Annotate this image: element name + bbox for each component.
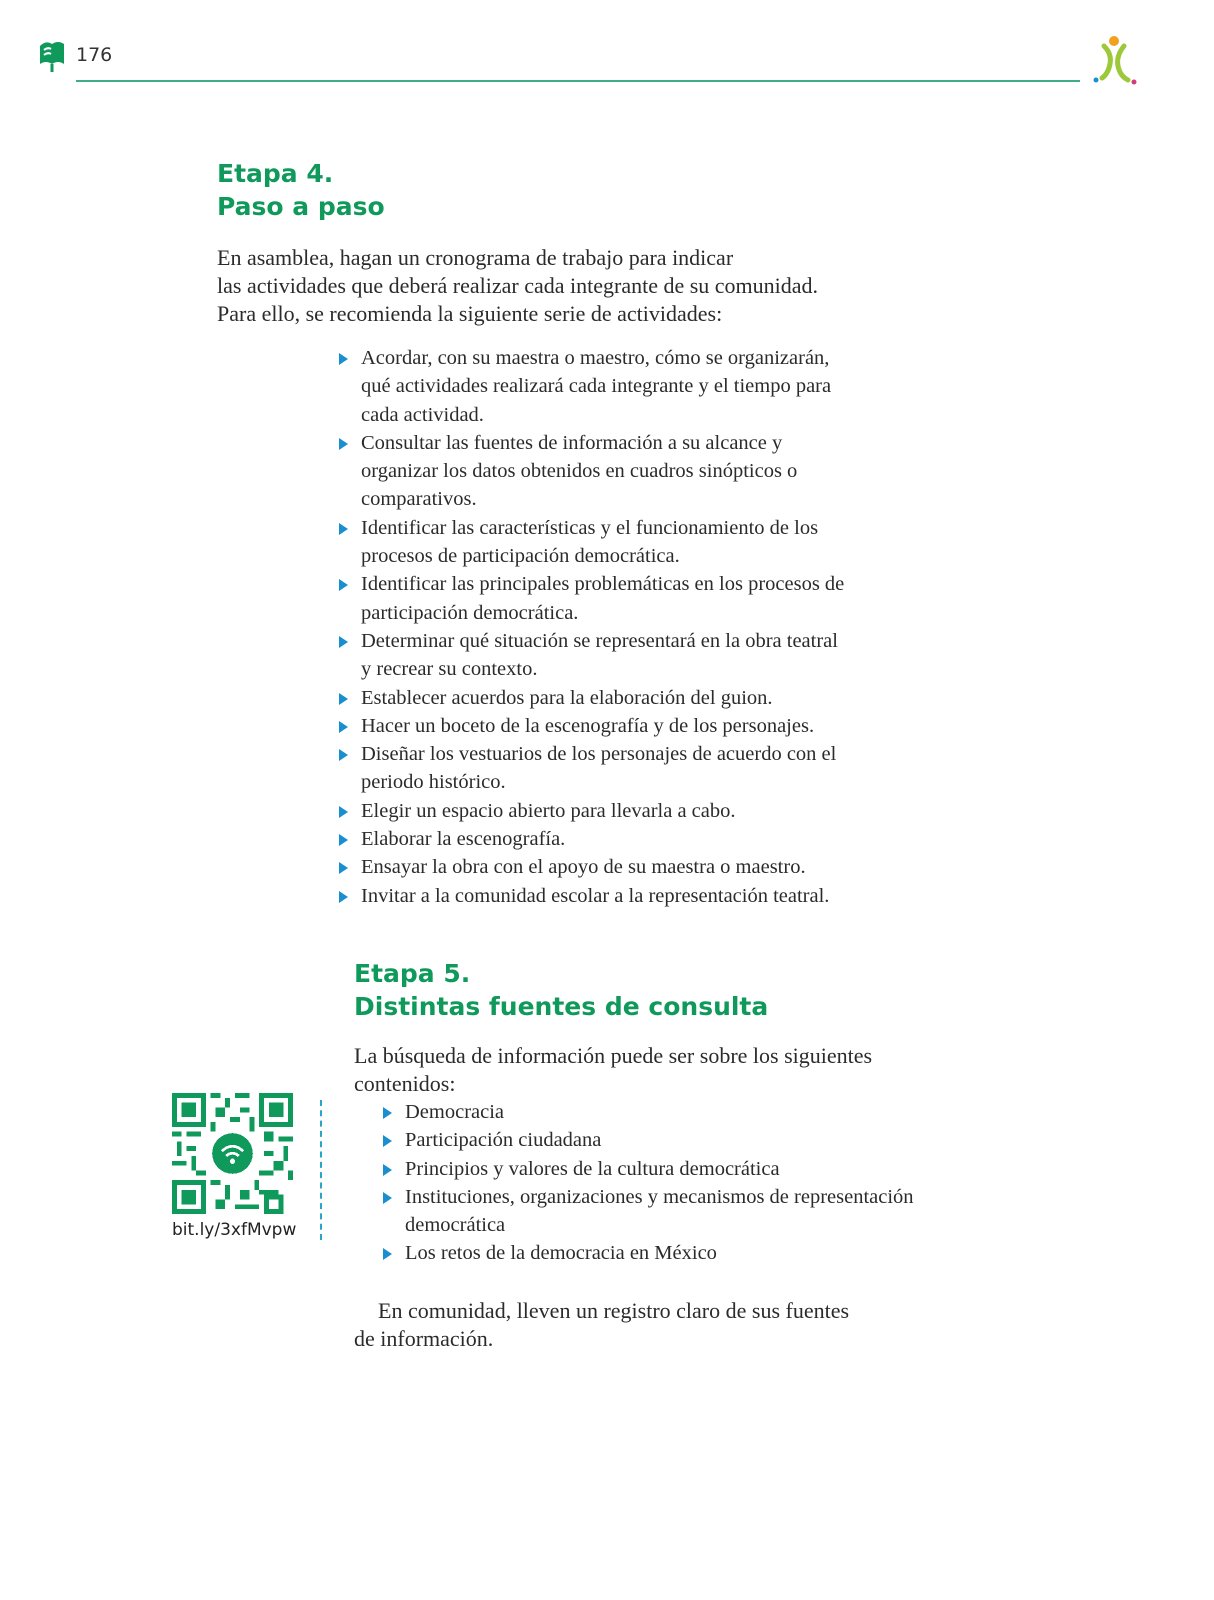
activities-list: [337, 344, 872, 910]
list-item-text: Elaborar la escenografía.: [361, 828, 566, 851]
list-item-text: Hacer un boceto de la escenografía y de los personajes.: [361, 714, 815, 737]
stage-title: Distintas fuentes de consulta: [354, 992, 769, 1021]
intro-line: En asamblea, hagan un cronograma de trabajo para indicar: [217, 245, 734, 270]
list-item: [337, 684, 872, 712]
stage-label: Etapa 4.: [217, 159, 334, 188]
bullet-arrow-icon: [339, 862, 348, 874]
bullet-arrow-icon: [339, 834, 348, 846]
list-item-text: Instituciones, organizaciones y mecanismos de representación: [405, 1185, 914, 1208]
person-sprout-icon: [1088, 34, 1140, 86]
intro-line: La búsqueda de información puede ser sobre los siguientes: [354, 1043, 873, 1068]
bullet-arrow-icon: [339, 579, 348, 591]
bullet-arrow-icon: [383, 1192, 392, 1204]
list-item: [381, 1183, 941, 1240]
bullet-arrow-icon: [339, 806, 348, 818]
list-item-text: Democracia: [405, 1101, 505, 1123]
list-item-text: Elegir un espacio abierto para llevarla a cabo.: [361, 799, 736, 822]
bullet-arrow-icon: [383, 1248, 392, 1260]
closing-line: de información.: [354, 1326, 494, 1351]
list-item: [381, 1126, 941, 1154]
list-item-text: democrática: [405, 1214, 506, 1237]
bullet-arrow-icon: [339, 693, 348, 705]
book-leaf-icon: [36, 38, 68, 74]
stage-label: Etapa 5.: [354, 959, 471, 988]
bullet-arrow-icon: [339, 353, 348, 365]
closing-line: En comunidad, lleven un registro claro de sus fuentes: [378, 1298, 850, 1323]
list-item-text: Los retos de la democracia en México: [405, 1242, 717, 1265]
list-item: [381, 1098, 941, 1126]
list-item: [337, 712, 872, 740]
list-item: [337, 853, 872, 881]
list-item-text: comparativos.: [361, 488, 477, 511]
bullet-arrow-icon: [339, 636, 348, 648]
list-item: [337, 882, 872, 910]
page-number: 176: [76, 44, 113, 66]
list-item: [381, 1239, 941, 1267]
list-item: [337, 825, 872, 853]
bullet-arrow-icon: [339, 523, 348, 535]
header-divider: [76, 80, 1080, 82]
bullet-arrow-icon: [339, 721, 348, 733]
bullet-arrow-icon: [339, 891, 348, 903]
qr-link[interactable]: bit.ly/3xfMvpw: [172, 1220, 297, 1240]
bullet-arrow-icon: [339, 438, 348, 450]
intro-line: las actividades que deberá realizar cada integrante de su comunidad.: [217, 273, 819, 298]
list-item: [337, 429, 872, 514]
list-item-text: Consultar las fuentes de información a su alcance y: [361, 431, 783, 454]
list-item: [337, 627, 872, 684]
stage-5-intro: [354, 1042, 974, 1098]
list-item: [381, 1155, 941, 1183]
list-item-text: y recrear su contexto.: [361, 658, 538, 681]
stage-5-heading: [354, 957, 768, 1023]
list-item-text: organizar los datos obtenidos en cuadros sinópticos o: [361, 460, 798, 483]
list-item-text: Establecer acuerdos para la elaboración del guion.: [361, 686, 773, 709]
bullet-arrow-icon: [383, 1107, 392, 1119]
list-item-text: procesos de participación democrática.: [361, 545, 680, 568]
list-item-text: participación democrática.: [361, 601, 579, 624]
stage-4-heading: [217, 157, 385, 223]
list-item-text: Determinar qué situación se representará en la obra teatral: [361, 629, 838, 652]
stage-5-closing: [354, 1297, 974, 1353]
stage-title: Paso a paso: [217, 192, 385, 221]
list-item: [337, 570, 872, 627]
qr-code-icon[interactable]: [172, 1093, 293, 1214]
list-item: [337, 514, 872, 571]
list-item-text: periodo histórico.: [361, 771, 506, 794]
list-item-text: Identificar las características y el funcionamiento de los: [361, 516, 819, 539]
list-item-text: Participación ciudadana: [405, 1129, 602, 1152]
stage-4-intro: [217, 244, 917, 328]
dashed-divider: [320, 1100, 322, 1240]
list-item: [337, 740, 872, 797]
bullet-arrow-icon: [383, 1135, 392, 1147]
list-item: [337, 797, 872, 825]
list-item-text: Diseñar los vestuarios de los personajes de acuerdo con el: [361, 743, 837, 766]
bullet-arrow-icon: [383, 1164, 392, 1176]
list-item-text: Principios y valores de la cultura democrática: [405, 1157, 780, 1180]
list-item-text: Invitar a la comunidad escolar a la representación teatral.: [361, 884, 830, 907]
list-item-text: Acordar, con su maestra o maestro, cómo se organizarán,: [361, 347, 830, 369]
list-item-text: Identificar las principales problemáticas en los procesos de: [361, 573, 845, 596]
list-item-text: qué actividades realizará cada integrante y el tiempo para: [361, 375, 832, 398]
list-item-text: Ensayar la obra con el apoyo de su maestra o maestro.: [361, 856, 806, 879]
intro-line: Para ello, se recomienda la siguiente serie de actividades:: [217, 301, 723, 326]
list-item-text: cada actividad.: [361, 403, 484, 426]
bullet-arrow-icon: [339, 749, 348, 761]
list-item: [337, 344, 872, 429]
topics-list: [381, 1098, 941, 1268]
intro-line: contenidos:: [354, 1071, 456, 1096]
